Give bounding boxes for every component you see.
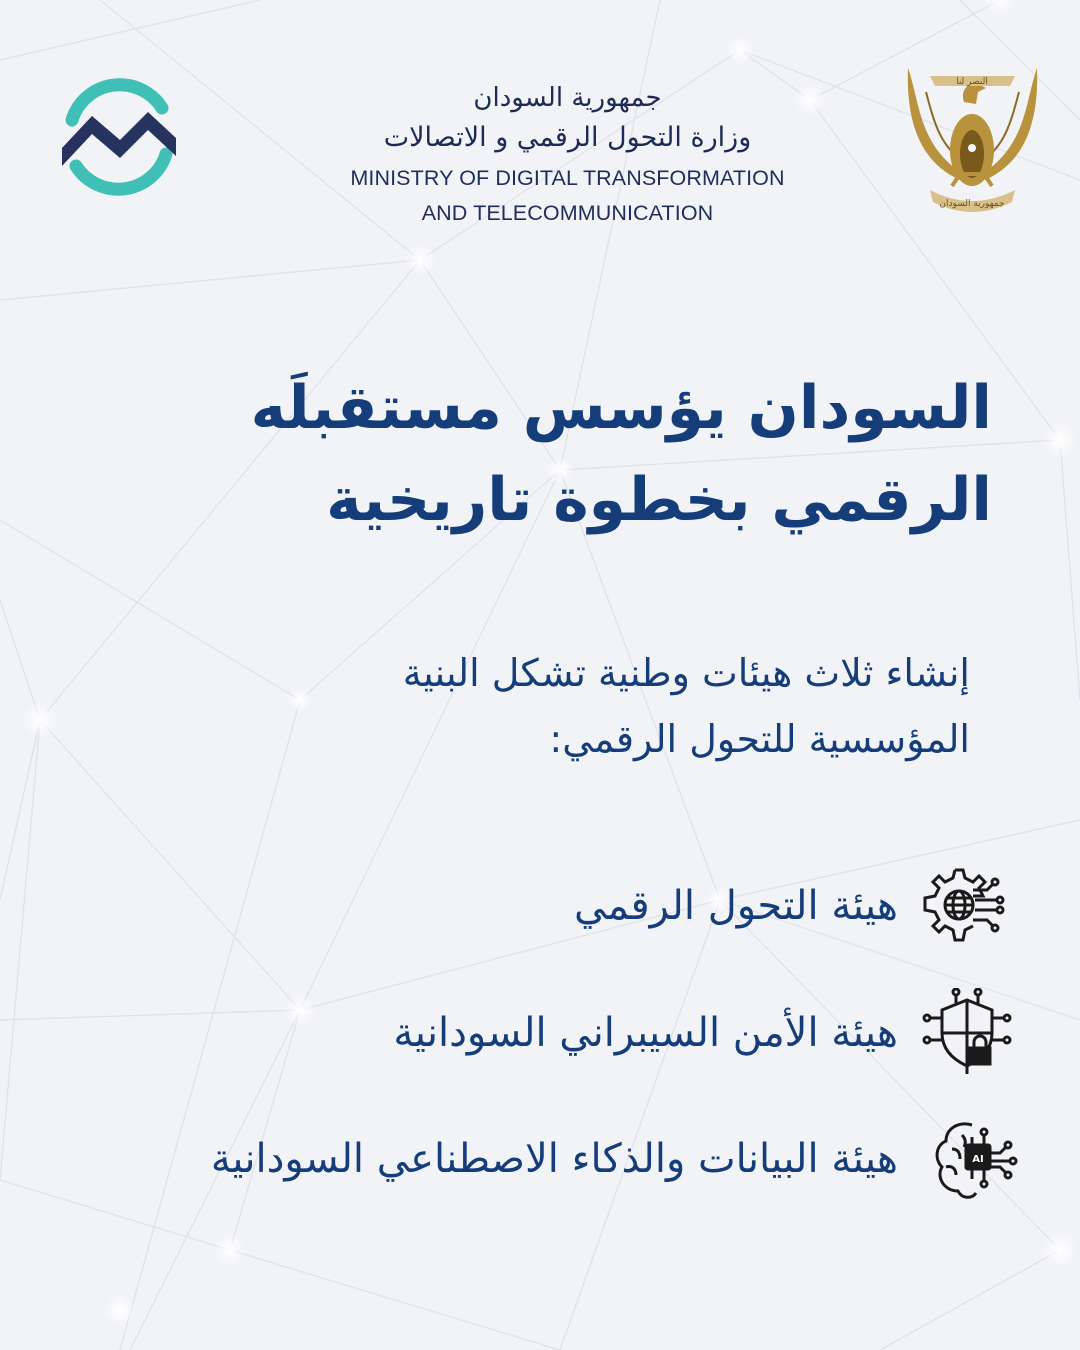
svg-text:AI: AI [972,1154,984,1165]
ministry-name-english-line-1: MINISTRY OF DIGITAL TRANSFORMATION [350,166,785,190]
authority-item-digital-transformation: هيئة التحول الرقمي [574,883,898,929]
republic-name: جمهورية السودان [473,83,662,113]
emblem-top-text: النصر لنا [956,77,988,87]
intro-line-1: إنشاء ثلاث هيئات وطنية تشكل البنية [402,651,970,695]
ai-brain-icon [928,1115,1018,1205]
ministry-name-arabic: وزارة التحول الرقمي و الاتصالات [383,122,752,153]
sudan-emblem-icon [900,62,1045,217]
emblem-bottom-text: جمهورية السودان [939,199,1005,209]
ministry-header [300,80,835,230]
headline-line-1: السودان يؤسس مستقبلَه [250,373,992,443]
authority-item-data-ai: هيئة البيانات والذكاء الاصطناعي السودانية [210,1136,898,1182]
headline-line-2: الرقمي بخطوة تاريخية [326,465,992,535]
authority-item-cyber-security: هيئة الأمن السيبراني السودانية [393,1010,898,1056]
headline [132,362,992,546]
digital-globe-gear-icon [915,860,1005,950]
intro-line-2: المؤسسية للتحول الرقمي: [549,717,970,761]
intro-paragraph [190,640,970,772]
ministry-logo-icon [58,78,180,196]
ministry-name-english-line-2: AND TELECOMMUNICATION [421,201,714,225]
cyber-shield-lock-icon [922,988,1012,1078]
